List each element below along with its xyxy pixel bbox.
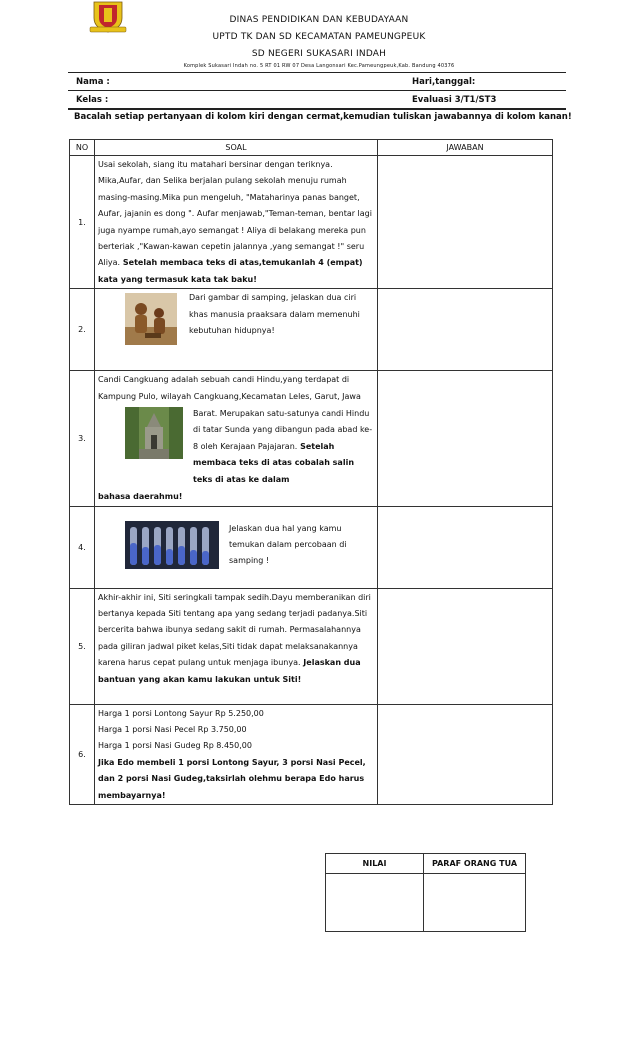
price-nasi-pecel: Harga 1 porsi Nasi Pecel Rp 3.750,00 [98,724,247,734]
question-table [69,139,553,805]
question-instruction: Jika Edo membeli 1 porsi Lontong Sayur, 3 porsi Nasi Pecel, dan 2 porsi Nasi Gudeg,taksirlah olehmu berapa Edo harus membayarnya! [98,757,366,800]
row-number: 3. [70,371,95,506]
question-text: Dari gambar di samping, jelaskan dua ciri khas manusia praaksara dalam memenuhi kebutuhan hidupnya! [189,293,360,336]
score-row [326,874,526,932]
label-evaluasi: Evaluasi 3/T1/ST3 [412,95,497,105]
label-hari-tanggal: Hari,tanggal: [412,77,476,87]
answer-cell[interactable] [378,588,553,704]
row-number: 2. [70,289,95,371]
row-number: 1. [70,156,95,289]
prehistoric-human-image [125,293,177,345]
row-number: 4. [70,506,95,588]
nilai-header: NILAI [326,854,424,874]
question-instruction-end: bahasa daerahmu! [98,492,183,502]
nilai-cell[interactable] [326,874,424,932]
answer-cell[interactable] [378,289,553,371]
col-header-soal: SOAL [95,140,378,156]
question-cell [95,156,378,289]
test-tubes-experiment-image [125,521,219,569]
answer-cell[interactable] [378,704,553,804]
table-row [70,156,553,289]
score-table [325,853,526,932]
candi-cangkuang-image [125,407,183,459]
table-row [70,588,553,704]
price-lontong-sayur: Harga 1 porsi Lontong Sayur Rp 5.250,00 [98,708,264,718]
answer-cell[interactable] [378,506,553,588]
label-kelas: Kelas : [76,95,109,105]
header-line-uptd: UPTD TK DAN SD KECAMATAN PAMEUNGPEUK [212,32,426,42]
row-number: 5. [70,588,95,704]
paraf-cell[interactable] [424,874,526,932]
table-row [70,289,553,371]
question-text: Usai sekolah, siang itu matahari bersinar dengan teriknya. Mika,Aufar, dan Selika berjalan pulang sekolah menuju rumah masing-masing.Mika pun mengeluh, "Mataharinya panas banget, Aufar, jajanin es dong ". Aufar menjawab,"Teman-teman, bentar lagi juga nyampe rumah,ayo semangat ! Aliya di belakang mereka pun berteriak ,"Kawan-kawan cepetin jalannya ,yang semangat !" seru Aliya. [98,160,372,268]
question-instruction: Setelah membaca teks di atas cobalah salin teks di atas ke dalam [193,441,355,484]
question-text: Barat. Merupakan satu-satunya candi Hindu di tatar Sunda yang dibangun pada abad ke-8 oleh Kerajaan Pajajaran. [193,409,373,451]
table-row [70,704,553,804]
info-rule-1 [68,90,566,91]
question-instruction: Jelaskan dua bantuan yang akan kamu lakukan untuk Siti! [98,658,361,684]
col-header-jawaban: JAWABAN [378,140,553,156]
question-text: Jelaskan dua hal yang kamu temukan dalam percobaan di samping ! [229,523,347,566]
question-cell [95,506,378,588]
header-rule [68,72,566,73]
price-nasi-gudeg: Harga 1 porsi Nasi Gudeg Rp 8.450,00 [98,741,252,751]
table-header-row [70,140,553,156]
question-cell [95,289,378,371]
header-line-school: SD NEGERI SUKASARI INDAH [251,49,387,59]
label-nama: Nama : [76,77,110,87]
question-instruction: Setelah membaca teks di atas,temukanlah 4 (empat) kata yang termasuk kata tak baku! [98,258,363,284]
header-line-dinas: DINAS PENDIDIKAN DAN KEBUDAYAAN [229,15,409,25]
answer-cell[interactable] [378,156,553,289]
paraf-header: PARAF ORANG TUA [424,854,526,874]
question-text: Akhir-akhir ini, Siti seringkali tampak sedih.Dayu memberanikan diri bertanya kepada Siti tentang apa yang sedang terjadi padanya.Siti bercerita bahwa ibunya sedang sakit di rumah. Permasalahannya pada giliran jadwal piket kelas,Siti tidak dapat melaksanakannya karena harus cepat pulang untuk menjaga ibunya. [98,592,371,668]
row-number: 6. [70,704,95,804]
question-cell [95,588,378,704]
instruction-text: Bacalah setiap pertanyaan di kolom kiri dengan cermat,kemudian tuliskan jawabannya di kolom kanan! [74,112,572,122]
answer-cell[interactable] [378,371,553,506]
question-cell [95,704,378,804]
header-address: Komplek Sukasari Indah no. 5 RT 01 RW 07 Desa Langonsari Kec.Pameungpeuk,Kab. Bandung 40376 [183,63,455,69]
info-rule-2 [68,108,566,110]
question-text-intro: Candi Cangkuang adalah sebuah candi Hindu,yang terdapat di Kampung Pulo, wilayah Cangkuang,Kecamatan Leles, Garut, Jawa [98,375,361,401]
table-row [70,506,553,588]
table-row [70,371,553,506]
question-cell [95,371,378,506]
score-header-row [326,854,526,874]
col-header-no: NO [70,140,95,156]
